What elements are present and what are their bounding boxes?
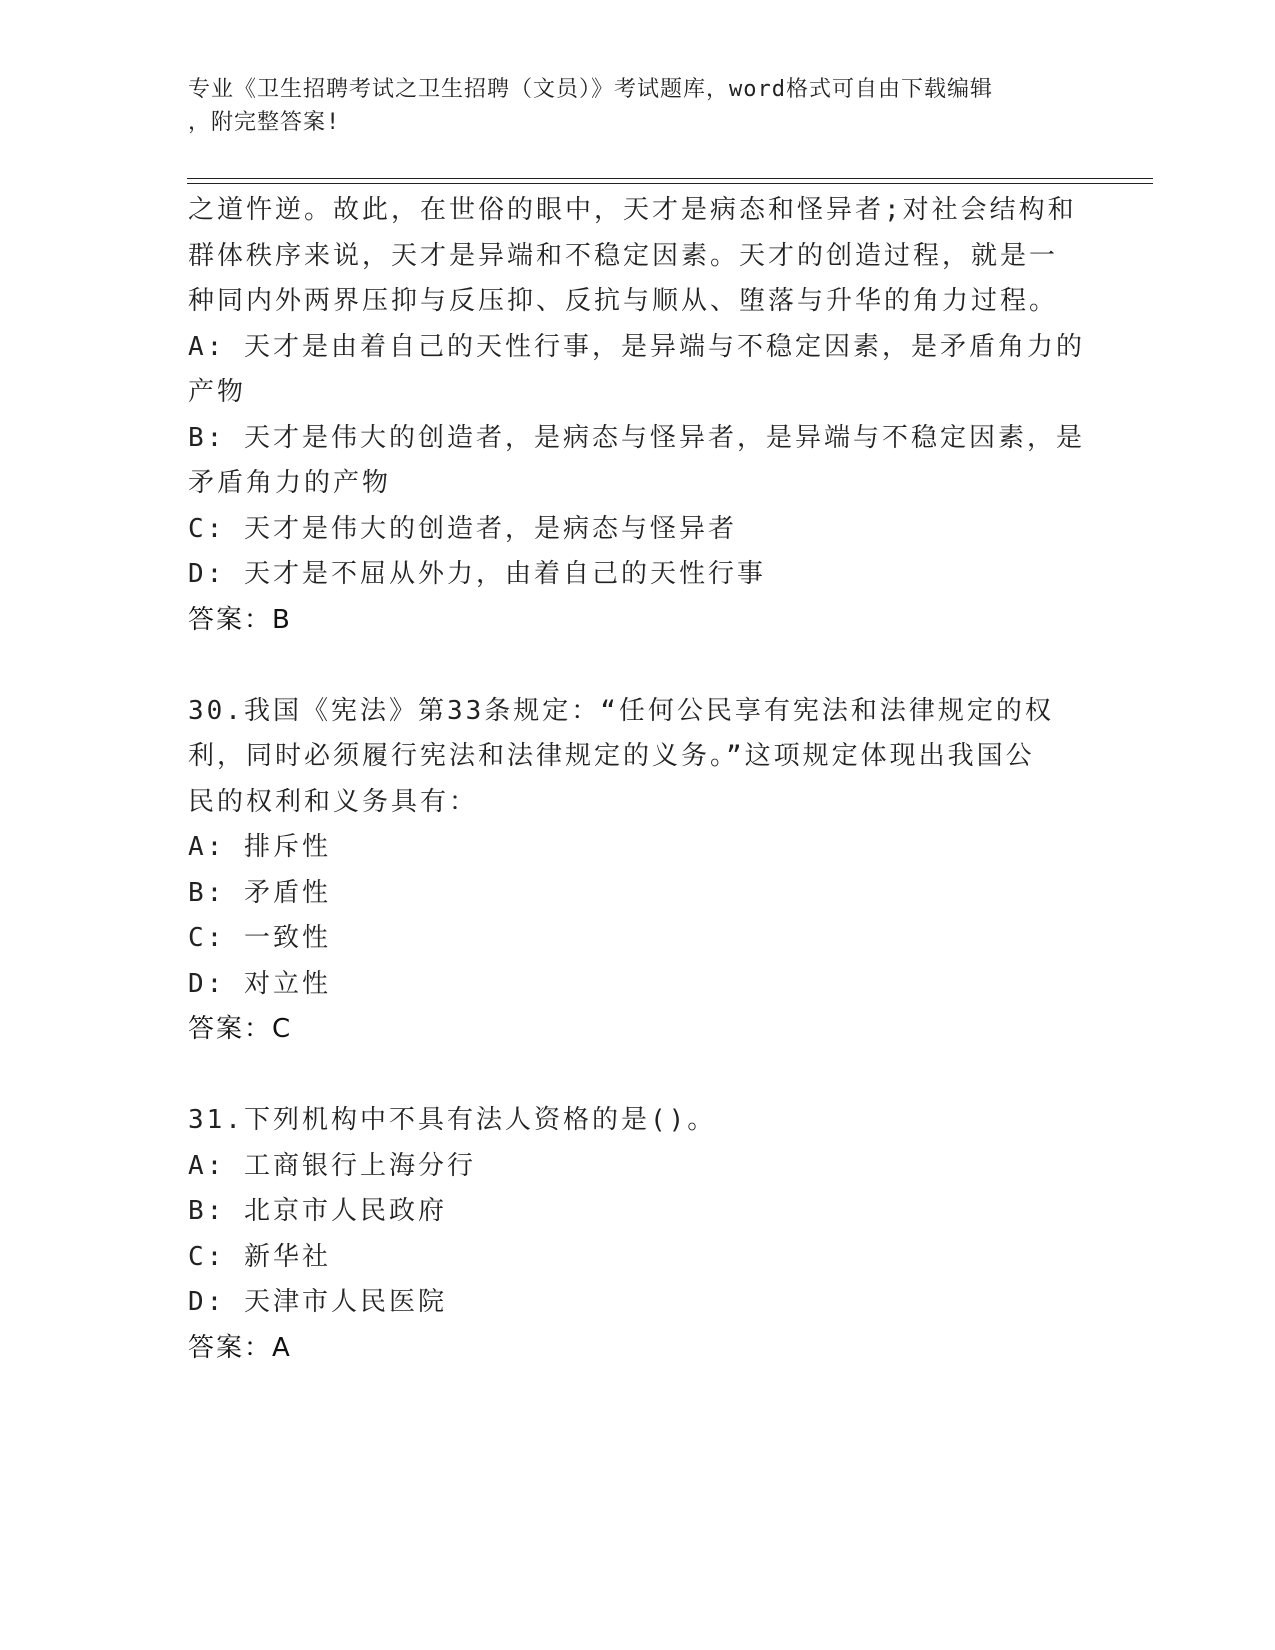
header-line-1: 专业《卫生招聘考试之卫生招聘（文员）》考试题库，word格式可自由下载编辑 [188, 77, 993, 102]
option-a: A: 排斥性 [188, 832, 331, 862]
question-29 [188, 188, 1088, 643]
document-header [188, 73, 1078, 139]
question-30 [188, 689, 1088, 1053]
question-31 [188, 1098, 1088, 1371]
question-stem-line: 民的权利和义务具有： [188, 786, 479, 817]
option-c: C: 一致性 [188, 923, 331, 953]
option-a: A: 工商银行上海分行 [188, 1150, 476, 1181]
option-c: C: 新华社 [188, 1241, 331, 1272]
question-stem-line: 利，同时必须履行宪法和法律规定的义务。”这项规定体现出我国公 [188, 741, 1035, 771]
question-stem-line: 之道忤逆。故此，在世俗的眼中，天才是病态和怪异者;对社会结构和 [188, 195, 1077, 225]
option-b: B: 北京市人民政府 [188, 1196, 447, 1226]
header-divider-bottom [187, 183, 1153, 184]
question-stem-line: 种同内外两界压抑与反压抑、反抗与顺从、堕落与升华的角力过程。 [188, 286, 1059, 316]
option-d: D: 对立性 [188, 968, 331, 999]
header-line-2: ，附完整答案! [188, 110, 341, 135]
option-b-continued: 矛盾角力的产物 [188, 468, 392, 498]
answer-label: 答案：C [188, 1014, 293, 1044]
answer-label: 答案：A [188, 1332, 292, 1363]
option-a-continued: 产物 [188, 377, 247, 407]
question-stem-line: 30.我国《宪法》第33条规定：“任何公民享有宪法和法律规定的权 [188, 695, 1054, 726]
option-d: D: 天才是不屈从外力，由着自己的天性行事 [188, 559, 766, 589]
option-c: C: 天才是伟大的创造者，是病态与怪异者 [188, 513, 737, 544]
option-d: D: 天津市人民医院 [188, 1287, 447, 1317]
question-content [188, 188, 1088, 1371]
header-divider-top [187, 178, 1153, 179]
question-stem-line: 群体秩序来说，天才是异端和不稳定因素。天才的创造过程，就是一 [188, 240, 1059, 271]
option-b: B: 天才是伟大的创造者，是病态与怪异者，是异端与不稳定因素，是 [188, 422, 1085, 453]
question-stem: 31.下列机构中不具有法人资格的是()。 [188, 1105, 717, 1135]
option-a: A: 天才是由着自己的天性行事，是异端与不稳定因素，是矛盾角力的 [188, 331, 1085, 362]
option-b: B: 矛盾性 [188, 877, 331, 908]
answer-label: 答案：B [188, 604, 292, 635]
